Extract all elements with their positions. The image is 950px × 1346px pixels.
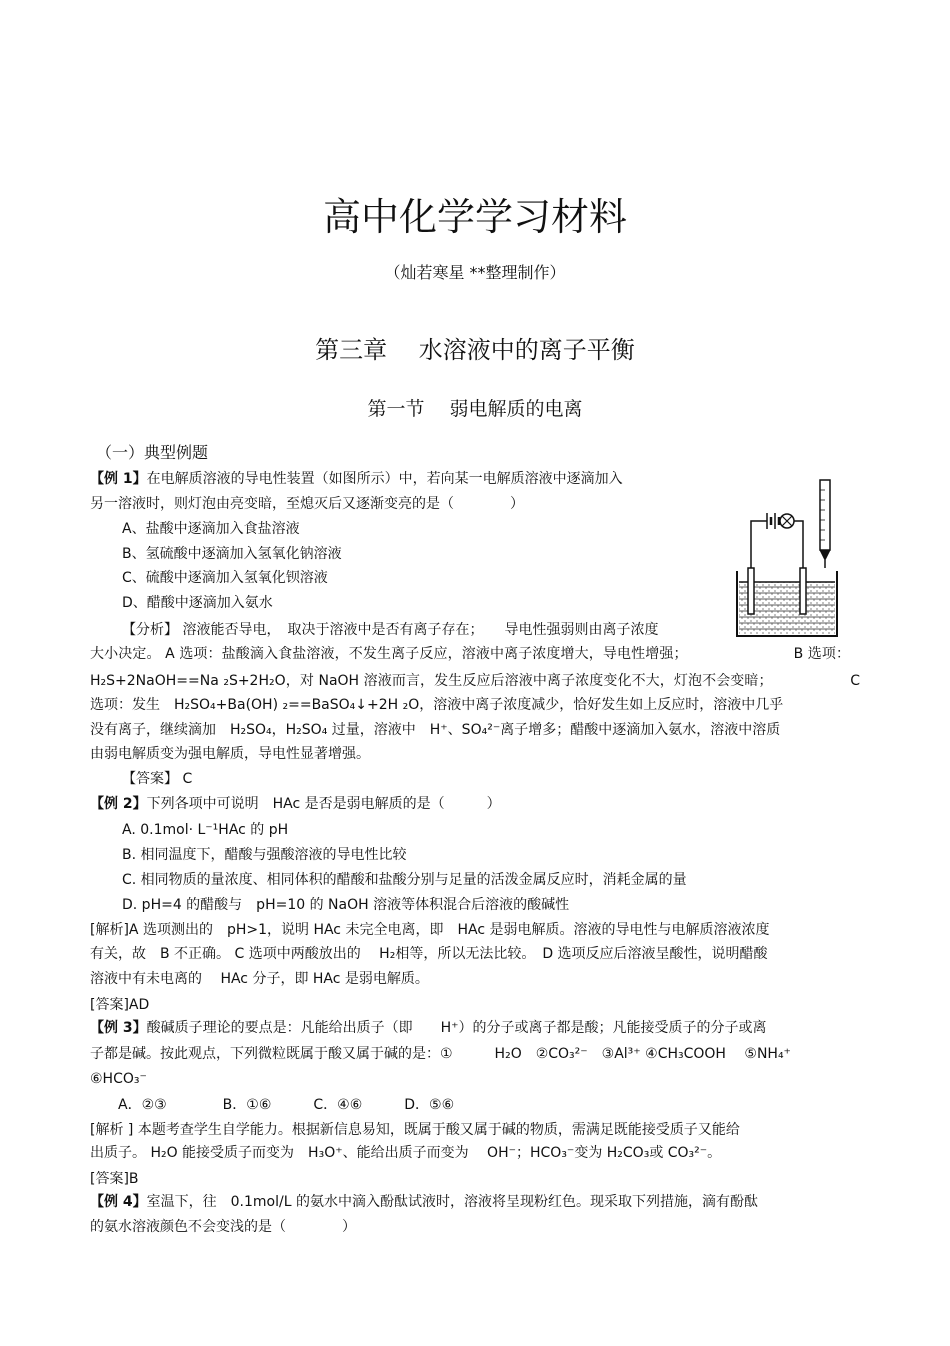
example-1-option-b: B、氢硫酸中逐滴加入氢氧化钠溶液 bbox=[122, 546, 342, 562]
example-1-option-d: D、醋酸中逐滴加入氨水 bbox=[122, 595, 273, 611]
example-2-solution-3: 溶液中有未电离的 HAc 分子，即 HAc 是弱电解质。 bbox=[90, 971, 429, 987]
example-3-line-2: 子都是碱。按此观点，下列微粒既属于酸又属于碱的是：① H₂O ②CO₃²⁻ ③Al³⁺ ④CH₃COOH ⑤NH₄⁺ bbox=[90, 1046, 791, 1062]
example-1-analysis-5: 没有离子，继续滴加 H₂SO₄，H₂SO₄ 过量，溶液中 H⁺、SO₄²⁻离子增多；醋酸中逐滴加入氨水，溶液中溶质 bbox=[90, 722, 781, 738]
example-4-tag: 【例 4】 bbox=[90, 1194, 147, 1210]
example-3-solution-1: [解析 ] 本题考查学生自学能力。根据新信息易知，既属于酸又属于碱的物质，需满足既能接受质子又能给 bbox=[90, 1122, 740, 1138]
example-4-line-2: 的氨水溶液颜色不会变浅的是（ ） bbox=[90, 1219, 356, 1235]
example-1-analysis-4: 选项：发生 H₂SO₄+Ba(OH) ₂==BaSO₄↓+2H ₂O，溶液中离子浓度减少，恰好发生如上反应时，溶液中几乎 bbox=[90, 697, 784, 713]
example-2-line-1: 【例 2】下列各项中可说明 HAc 是否是弱电解质的是（ ） bbox=[90, 796, 501, 812]
example-1-option-c: C、硫酸中逐滴加入氢氧化钡溶液 bbox=[122, 570, 328, 586]
example-2-answer: [答案]AD bbox=[90, 997, 150, 1013]
example-3-solution-2: 出质子。 H₂O 能接受质子而变为 H₃O⁺、能给出质子而变为 OH⁻；HCO₃⁻变为 H₂CO₃或 CO₃²⁻。 bbox=[90, 1145, 722, 1161]
example-1-line-2: 另一溶液时，则灯泡由亮变暗，至熄灭后又逐渐变亮的是（ ） bbox=[90, 496, 524, 512]
example-2-option-d: D. pH=4 的醋酸与 pH=10 的 NaOH 溶液等体积混合后溶液的酸碱性 bbox=[122, 897, 570, 913]
example-1-answer: 【答案】 C bbox=[122, 771, 193, 787]
example-1-analysis-1: 【分析】 溶液能否导电， 取决于溶液中是否有离子存在； 导电性强弱则由离子浓度 bbox=[122, 622, 659, 638]
example-1-analysis-3: H₂S+2NaOH==Na ₂S+2H₂O，对 NaOH 溶液而言，发生反应后溶液中离子浓度变化不大，灯泡不会变暗； C bbox=[90, 673, 860, 689]
example-1-tag: 【例 1】 bbox=[90, 471, 147, 487]
example-1-analysis-6: 由弱电解质变为强电解质，导电性显著增强。 bbox=[90, 746, 370, 762]
page-title: 高中化学学习材料 bbox=[322, 195, 627, 239]
example-1-analysis-2: 大小决定。 A 选项：盐酸滴入食盐溶液，不发生离子反应，溶液中离子浓度增大，导电性增强； B 选项： bbox=[90, 646, 850, 662]
example-2-option-b: B. 相同温度下，醋酸与强酸溶液的导电性比较 bbox=[122, 847, 407, 863]
conductivity-apparatus-figure bbox=[732, 476, 857, 641]
example-3-line-1: 【例 3】酸碱质子理论的要点是：凡能给出质子（即 H⁺）的分子或离子都是酸；凡能接受质子的分子或离 bbox=[90, 1020, 767, 1036]
example-4-line-1: 【例 4】室温下，往 0.1mol/L 的氨水中滴入酚酞试液时，溶液将呈现粉红色。现采取下列措施，滴有酚酞 bbox=[90, 1194, 758, 1210]
section-heading: 第一节 弱电解质的电离 bbox=[367, 398, 583, 420]
example-1-option-a: A、盐酸中逐滴加入食盐溶液 bbox=[122, 521, 300, 537]
example-3-tag: 【例 3】 bbox=[90, 1020, 147, 1036]
example-2-solution-1: [解析]A 选项测出的 pH>1，说明 HAc 未完全电离，即 HAc 是弱电解质。溶液的导电性与电解质溶液浓度 bbox=[90, 922, 770, 938]
example-2-tag: 【例 2】 bbox=[90, 796, 147, 812]
page-subtitle: （灿若寒星 **整理制作） bbox=[384, 263, 566, 282]
example-2-option-a: A. 0.1mol· L⁻¹HAc 的 pH bbox=[122, 822, 289, 838]
chapter-heading: 第三章 水溶液中的离子平衡 bbox=[315, 336, 635, 364]
example-2-option-c: C. 相同物质的量浓度、相同体积的醋酸和盐酸分别与足量的活泼金属反应时，消耗金属的量 bbox=[122, 872, 687, 888]
part-heading: （一）典型例题 bbox=[96, 443, 209, 462]
example-3-line-3: ⑥HCO₃⁻ bbox=[90, 1071, 147, 1087]
example-1-line-1: 【例 1】在电解质溶液的导电性装置（如图所示）中，若向某一电解质溶液中逐滴加入 bbox=[90, 471, 623, 487]
example-3-answer: [答案]B bbox=[90, 1171, 139, 1187]
example-3-options: A．②③ B．①⑥ C．④⑥ D．⑤⑥ bbox=[118, 1097, 455, 1113]
example-2-solution-2: 有关，故 B 不正确。 C 选项中两酸放出的 H₂相等，所以无法比较。 D 选项反应后溶液呈酸性，说明醋酸 bbox=[90, 946, 768, 962]
